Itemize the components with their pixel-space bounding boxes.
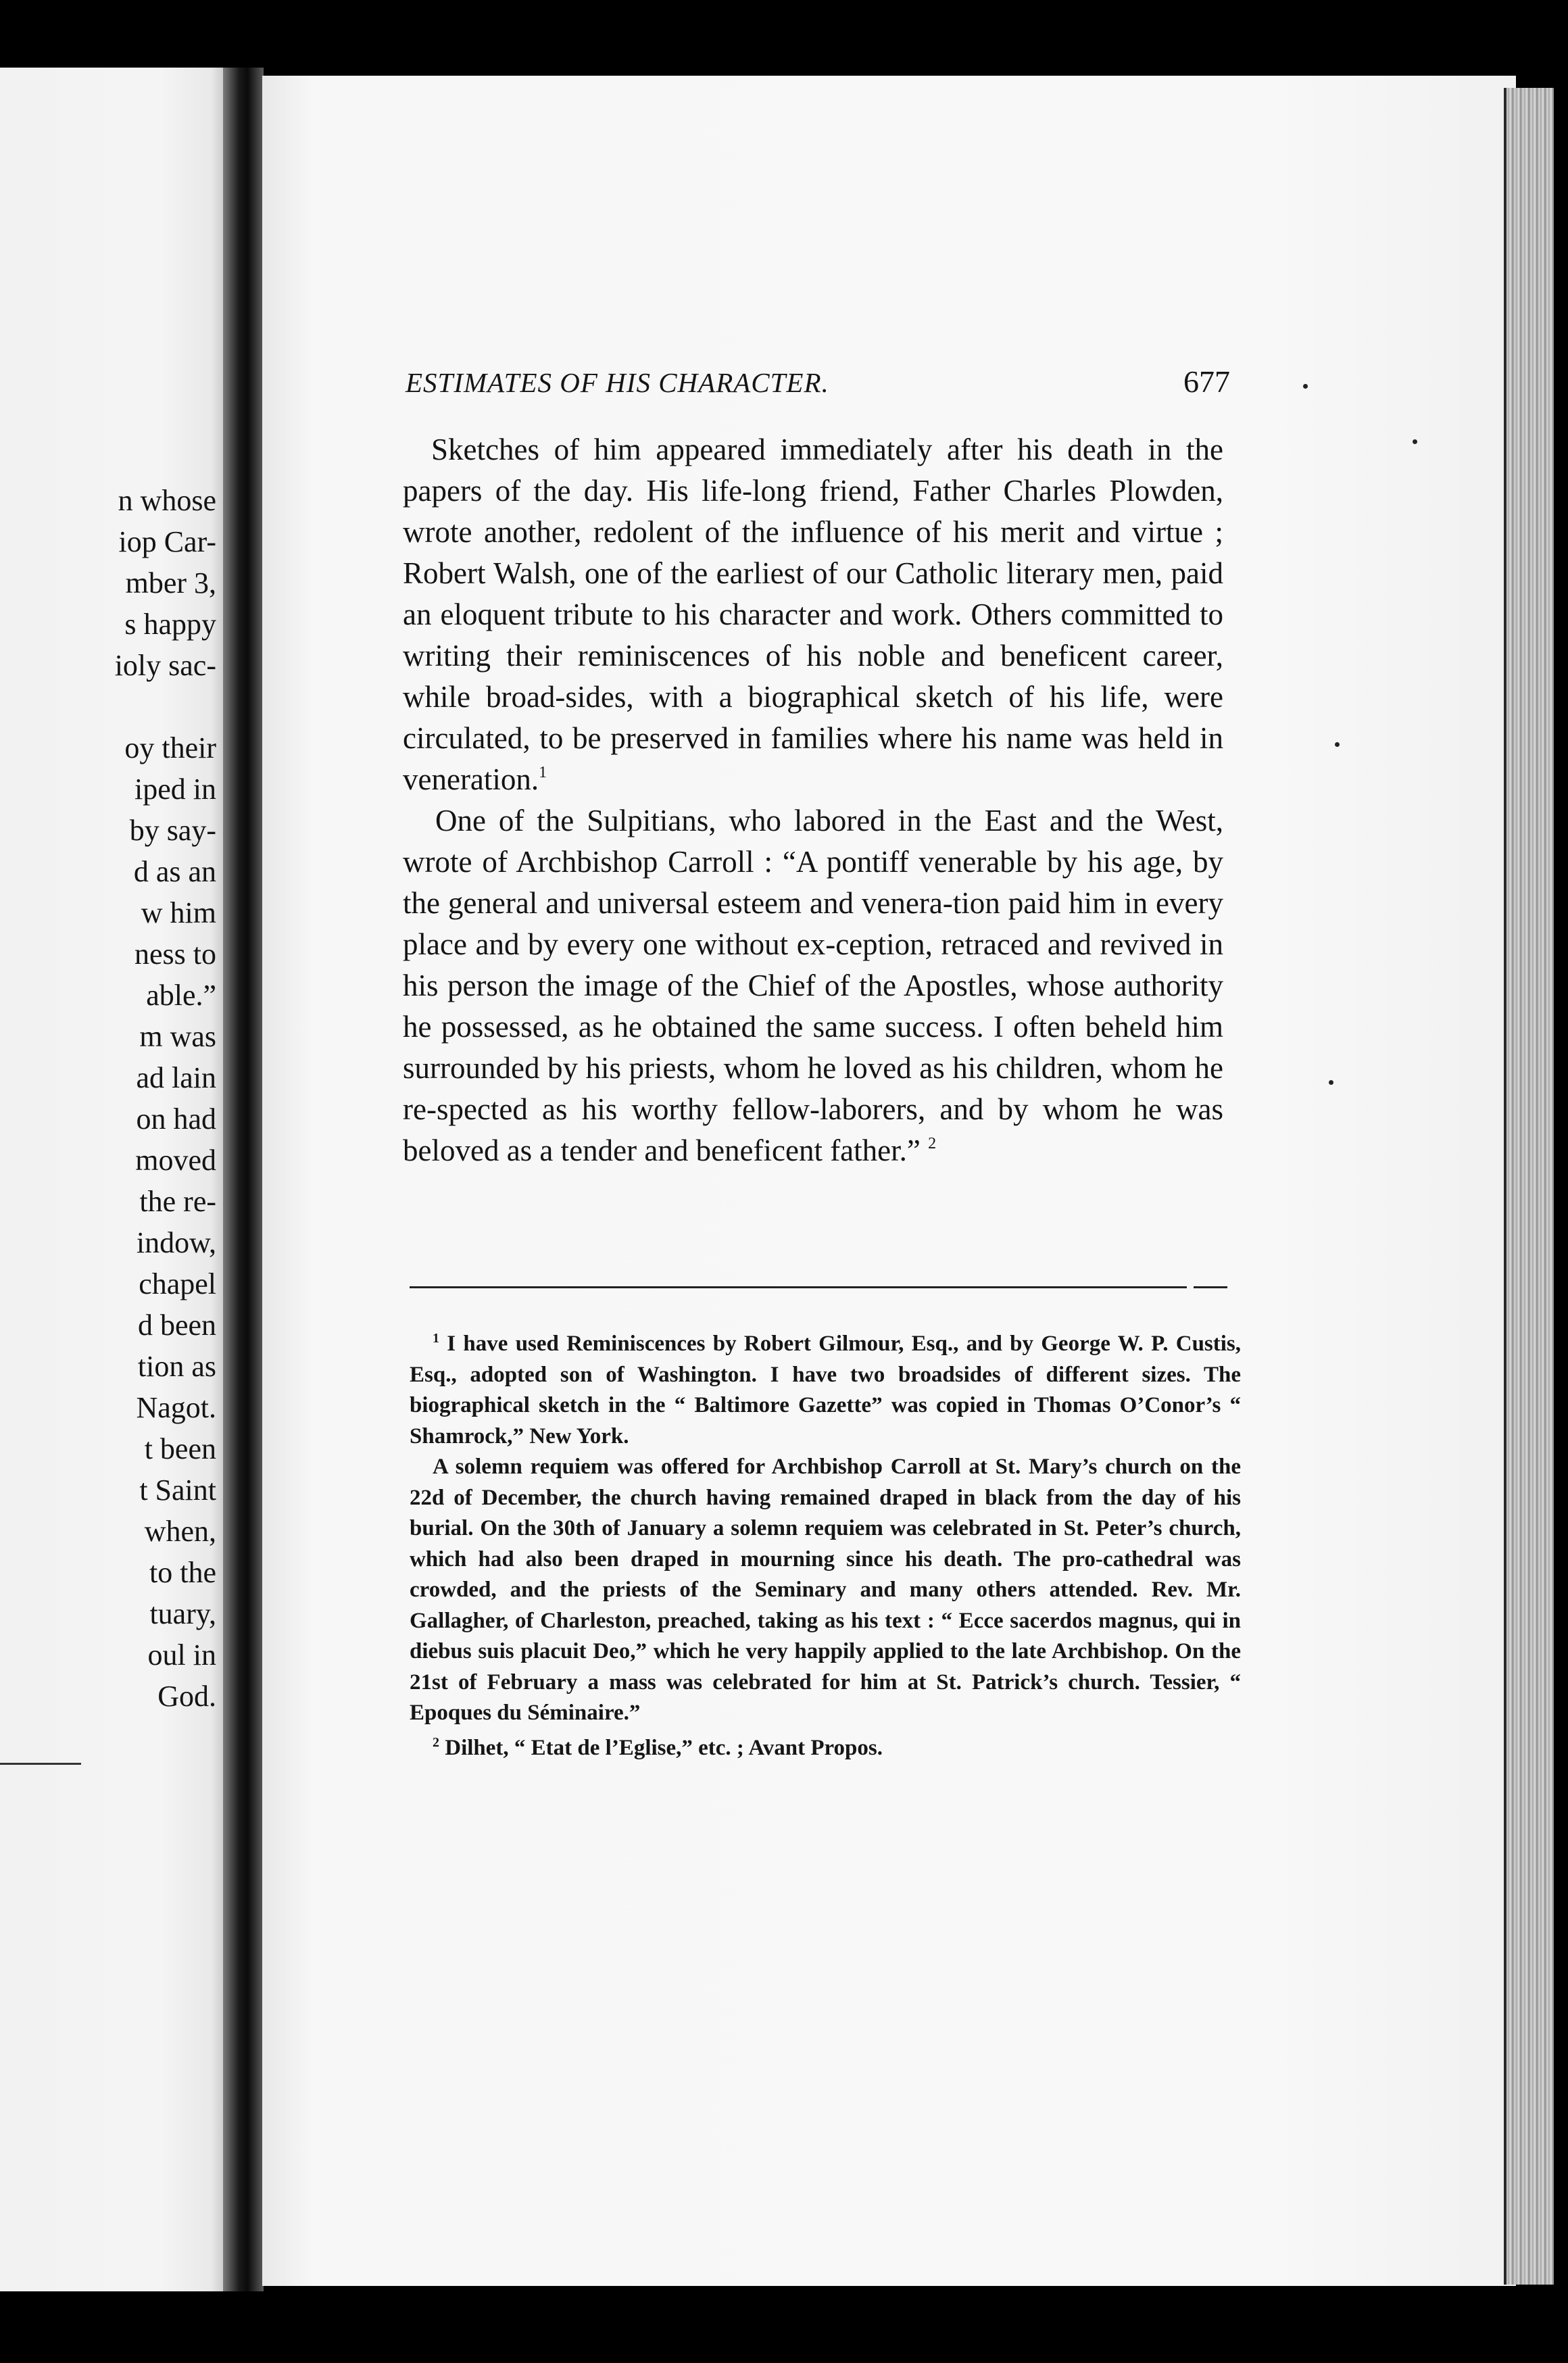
left-line: w him — [141, 896, 216, 929]
footnote-ref: 1 — [539, 764, 547, 781]
page-edges — [1504, 88, 1554, 2285]
left-footnote-rule — [0, 1763, 81, 1765]
left-line: when, — [144, 1515, 216, 1548]
paragraph-text: Sketches of him appeared immediately after his death in the papers of the day. His life-long friend, Father Charles Plowden, wrote another, redolent of the influence of his merit and virtue ; Robert Walsh, one of the earliest of our Catholic literary men, paid an eloquent tribute to his character and work. Others committed to writing their reminiscences of his noble and beneficent career, while broad-sides, with a biographical sketch of his life, were circulated, to be preserved in families where his name was held in veneration. — [403, 433, 1223, 796]
paragraph — [403, 429, 1223, 800]
footnote-rule — [410, 1286, 1187, 1288]
scan-speck — [1329, 1080, 1333, 1085]
left-line-blank — [0, 686, 216, 727]
paragraph-text: One of the Sulpitians, who labored in the East and the West, wrote of Archbishop Carroll : “A pontiff venerable by his age, by the general and universal esteem and venera-tion paid him in every place and by every one without ex-ception, retraced and revived in his person the image of the Chief of the Apostles, whose authority he possessed, as he obtained the same success. I often beheld him surrounded by his priests, whom he loved as his children, whom he re-spected as his worthy fellow-laborers, and by whom he was beloved as a tender and beneficent father.” — [403, 804, 1223, 1167]
left-line: Nagot. — [136, 1391, 216, 1424]
footnote — [410, 1733, 1241, 1764]
left-line: to the — [149, 1556, 216, 1589]
footnote-ref: 2 — [928, 1135, 937, 1152]
body-text — [403, 429, 1223, 1171]
scan-speck — [1303, 384, 1308, 389]
footnote-text: Dilhet, “ Etat de l’Eglise,” etc. ; Avant Propos. — [445, 1735, 883, 1760]
left-page-text — [0, 480, 216, 1717]
footnote — [410, 1329, 1241, 1452]
left-line: iop Car- — [118, 525, 216, 558]
left-line: oul in — [147, 1638, 216, 1672]
left-line: moved — [135, 1144, 216, 1177]
left-line: d been — [137, 1309, 216, 1342]
running-head-title: ESTIMATES OF HIS CHARACTER. — [406, 367, 829, 398]
left-line: mber 3, — [125, 566, 216, 600]
left-line: m was — [139, 1020, 216, 1053]
left-line: on had — [136, 1102, 216, 1136]
left-line: iped in — [134, 773, 216, 806]
left-line: s happy — [124, 608, 216, 641]
footnote-rule-end — [1194, 1286, 1227, 1288]
left-line: n whose — [118, 484, 216, 517]
footnote-marker: 2 — [433, 1734, 439, 1750]
left-line: ness to — [134, 937, 216, 971]
footnote-continued — [410, 1452, 1241, 1729]
running-head — [406, 364, 1230, 399]
left-line: t been — [144, 1432, 216, 1465]
left-line: tuary, — [149, 1597, 216, 1630]
footnote-marker: 1 — [433, 1331, 439, 1346]
footnotes — [410, 1329, 1241, 1763]
book-gutter — [223, 68, 264, 2291]
left-line: by say- — [129, 814, 216, 847]
left-line: God. — [157, 1680, 216, 1713]
paragraph — [403, 800, 1223, 1171]
footnote-text: I have used Reminiscences by Robert Gilmour, Esq., and by George W. P. Custis, Esq., adopted son of Washington. I have two broadsides of different sizes. The biographical sketch in the “ Baltimore Gazette” was copied in Thomas O’Conor’s “ Shamrock,” New York. — [410, 1332, 1242, 1448]
left-line: t Saint — [139, 1473, 216, 1507]
right-page — [262, 76, 1516, 2286]
left-line: ad lain — [136, 1061, 216, 1094]
scan-speck — [1335, 742, 1340, 747]
left-line: tion as — [137, 1350, 216, 1383]
left-line: d as an — [133, 855, 216, 888]
page-number: 677 — [1183, 364, 1230, 399]
scan-speck — [1413, 439, 1417, 444]
left-line: chapel — [139, 1267, 216, 1300]
footnote-text: A solemn requiem was offered for Archbishop Carroll at St. Mary’s church on the 22d of December, the church having remained draped in black from the day of his burial. On the 30th of January a solemn requiem was celebrated in St. Peter’s church, which had also been draped in mourning since his death. The pro-cathedral was crowded, and the priests of the Seminary and many others attended. Rev. Mr. Gallagher, of Charleston, preached, taking as his text : “ Ecce sacerdos magnus, qui in diebus suis placuit Deo,” which he very happily applied to the late Archbishop. On the 21st of February a mass was celebrated for him at St. Patrick’s church. Tessier, “ Epoques du Séminaire.” — [410, 1455, 1241, 1725]
left-line: indow, — [136, 1226, 216, 1259]
left-line: able.” — [146, 979, 216, 1012]
left-line: ioly sac- — [114, 649, 216, 682]
left-facing-page — [0, 68, 230, 2291]
left-line: the re- — [139, 1185, 216, 1218]
left-line: oy their — [124, 731, 216, 764]
